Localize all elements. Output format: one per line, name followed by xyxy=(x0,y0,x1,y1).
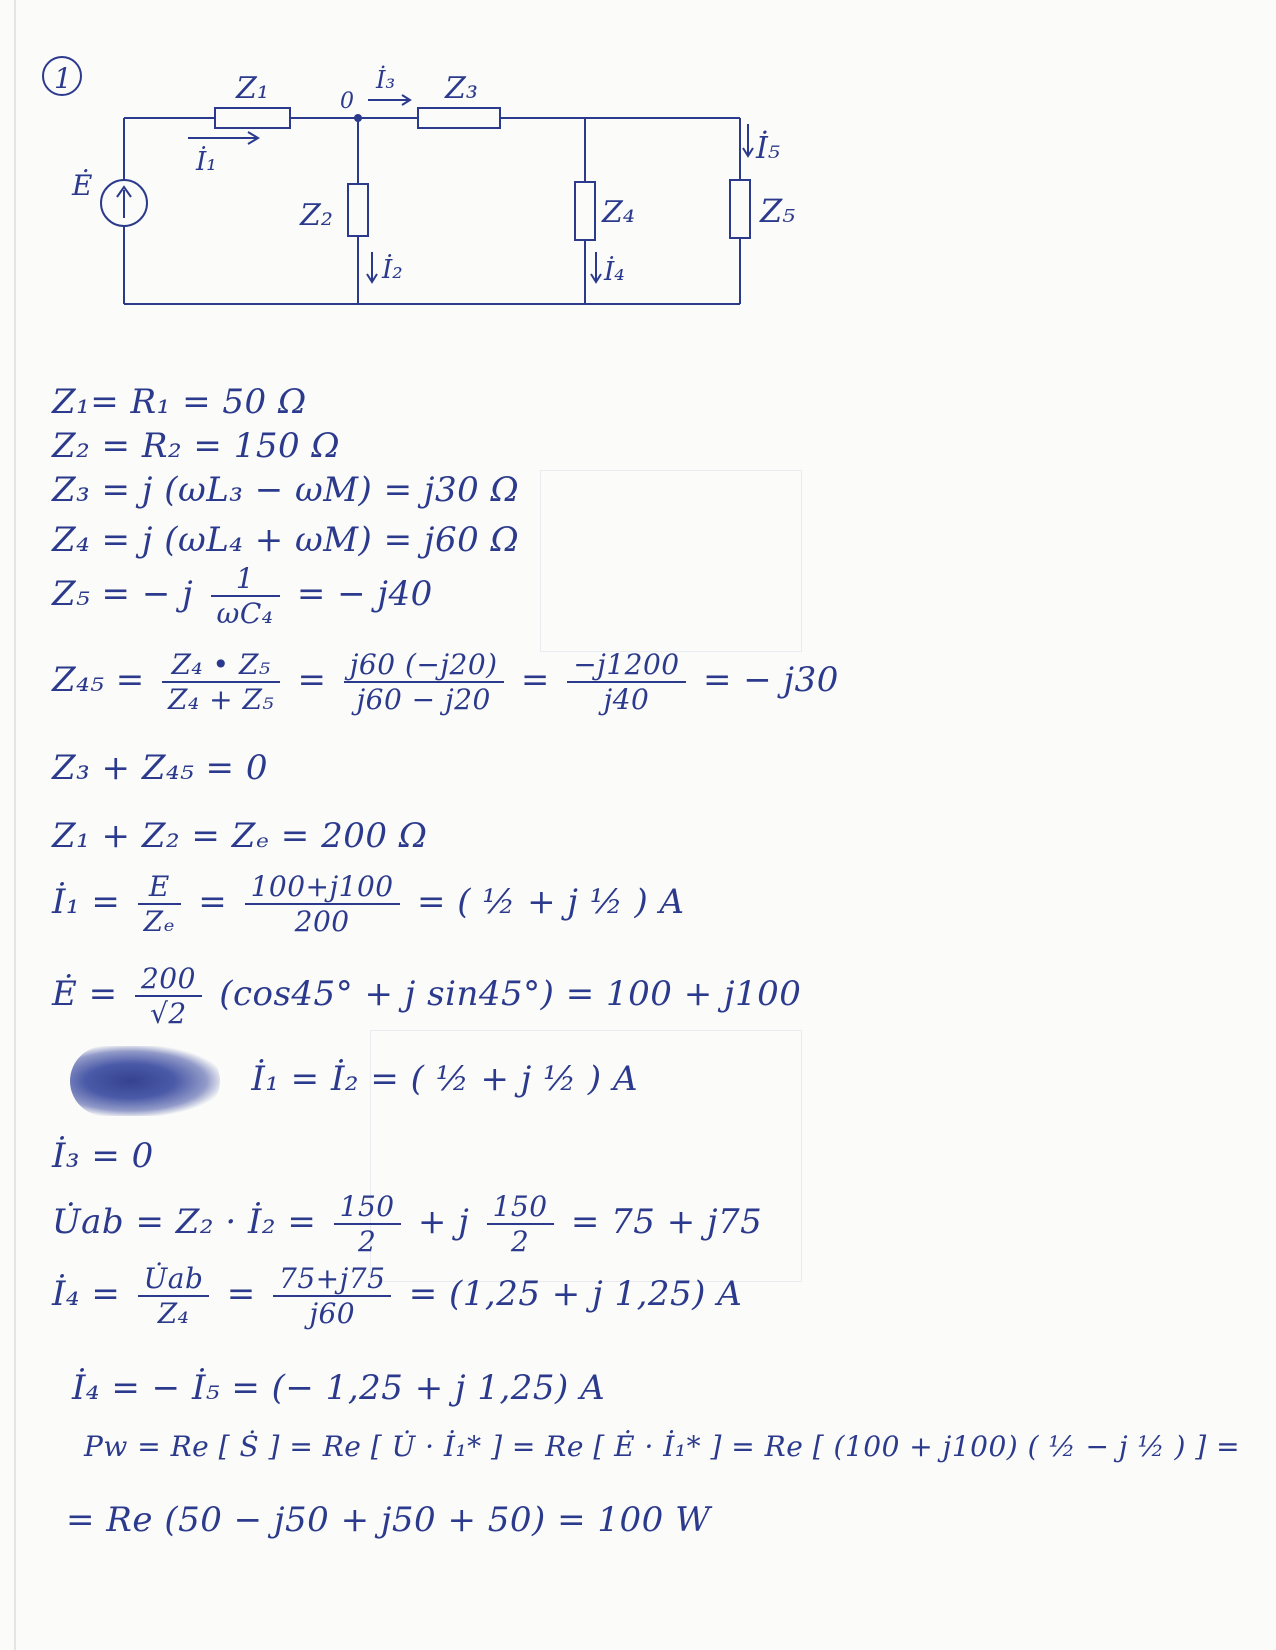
z45-right: = − j30 xyxy=(702,660,839,700)
uab-frac-1-num: 150 xyxy=(334,1190,401,1225)
eq-i3: İ₃ = 0 xyxy=(52,1136,154,1176)
i1-right: = ( ½ + j ½ ) A xyxy=(416,882,685,922)
z4-label: Z₄ xyxy=(602,195,635,230)
z45-frac-2-den: j60 − j20 xyxy=(356,683,491,716)
eq-z4: Z₄ = j (ωL₄ + ωM) = j60 Ω xyxy=(52,520,520,560)
uab-frac-2-num: 150 xyxy=(487,1190,554,1225)
i1-frac-1-den: Zₑ xyxy=(143,905,175,938)
eq-e xyxy=(52,962,801,1030)
eq-uab xyxy=(52,1190,762,1258)
z45-frac-3-num: −j1200 xyxy=(567,648,685,683)
eq-i1-i2 xyxy=(70,1046,638,1116)
z45-frac-3-den: j40 xyxy=(603,683,650,716)
i4-right: = (1,25 + j 1,25) A xyxy=(408,1274,743,1314)
i3-label: İ₃ xyxy=(376,66,396,94)
z45-frac-1-num: Z₄ • Z₅ xyxy=(162,648,280,683)
eq-z45 xyxy=(52,648,839,716)
z45-frac-3 xyxy=(567,648,685,716)
uab-frac-2 xyxy=(487,1190,554,1258)
uab-right: = 75 + j75 xyxy=(570,1202,763,1242)
equals: = xyxy=(297,660,327,700)
problem-number: 1 xyxy=(54,62,72,95)
uab-left: U̇ab = Z₂ · İ₂ = xyxy=(52,1202,317,1242)
z2-box xyxy=(348,184,368,236)
source-label: Ė xyxy=(72,169,93,202)
eq-power: Pw = Re [ Ṡ ] = Re [ U̇ · İ₁* ] = Re [ Ė · İ₁* ] = Re [ (100 + j100) ( ½ − j ½ ) ] = xyxy=(84,1430,1241,1463)
z45-frac-1-den: Z₄ + Z₅ xyxy=(168,683,275,716)
node-dot xyxy=(354,114,362,122)
z2-label: Z₂ xyxy=(300,198,333,233)
z45-frac-1 xyxy=(162,648,280,716)
scribbled-out-text xyxy=(70,1046,220,1116)
z3-label: Z₃ xyxy=(445,71,478,106)
z4-box xyxy=(575,182,595,240)
i4-label: İ₄ xyxy=(604,257,625,287)
i4-frac-2-num: 75+j75 xyxy=(273,1262,391,1297)
z5-label: Z₅ xyxy=(760,192,796,230)
e-fraction xyxy=(135,962,202,1030)
bleed-through-ghost xyxy=(540,470,802,652)
e-den: √2 xyxy=(150,997,187,1030)
i1-label: İ₁ xyxy=(196,147,217,177)
equals: = xyxy=(226,1274,256,1314)
eq-z3: Z₃ = j (ωL₃ − ωM) = j30 Ω xyxy=(52,470,520,510)
i4-frac-1-den: Z₄ xyxy=(157,1297,190,1330)
z5-left: Z₅ = − j xyxy=(52,574,194,614)
i1-frac-2-num: 100+j100 xyxy=(245,870,400,905)
i1-frac-1 xyxy=(138,870,181,938)
equals: = xyxy=(520,660,550,700)
i1-left: İ₁ = xyxy=(52,882,121,922)
z5-box xyxy=(730,180,750,238)
z45-frac-2 xyxy=(344,648,504,716)
uab-mid: + j xyxy=(417,1202,470,1242)
eq-power-result: = Re (50 − j50 + j50 + 50) = 100 W xyxy=(66,1500,711,1540)
z3-box xyxy=(418,108,500,128)
z5-right: = − j40 xyxy=(296,574,433,614)
uab-frac-1 xyxy=(334,1190,401,1258)
i1-i2-text: İ₁ = İ₂ = ( ½ + j ½ ) A xyxy=(251,1059,639,1099)
node-label: 0 xyxy=(340,89,354,114)
equals: = xyxy=(198,882,228,922)
eq-z1: Z₁= R₁ = 50 Ω xyxy=(52,382,307,422)
eq-i4 xyxy=(52,1262,742,1330)
z5-num: 1 xyxy=(211,562,280,597)
eq-ze: Z₁ + Z₂ = Zₑ = 200 Ω xyxy=(52,816,428,856)
z5-den: ωC₄ xyxy=(216,597,274,630)
eq-z2: Z₂ = R₂ = 150 Ω xyxy=(52,426,341,466)
i2-label: İ₂ xyxy=(382,255,403,285)
i1-frac-2 xyxy=(245,870,400,938)
i1-frac-1-num: E xyxy=(138,870,181,905)
i5-label: İ₅ xyxy=(756,131,780,166)
i4-frac-2 xyxy=(273,1262,391,1330)
i1-frac-2-den: 200 xyxy=(294,905,350,938)
i4-frac-1-num: U̇ab xyxy=(138,1262,210,1297)
z5-fraction xyxy=(211,562,280,630)
eq-i4-i5: İ₄ = − İ₅ = (− 1,25 + j 1,25) A xyxy=(72,1368,606,1408)
eq-z5 xyxy=(52,562,433,630)
z45-frac-2-num: j60 (−j20) xyxy=(344,648,504,683)
e-num: 200 xyxy=(135,962,202,997)
z1-box xyxy=(215,108,290,128)
e-right: (cos45° + j sin45°) = 100 + j100 xyxy=(219,974,802,1014)
uab-frac-2-den: 2 xyxy=(510,1225,530,1258)
e-left: Ė = xyxy=(52,974,118,1014)
i4-frac-1 xyxy=(138,1262,210,1330)
z45-left: Z₄₅ = xyxy=(52,660,145,700)
circuit-diagram xyxy=(0,0,1276,340)
i4-frac-2-den: j60 xyxy=(309,1297,356,1330)
eq-i1 xyxy=(52,870,685,938)
z1-label: Z₁ xyxy=(236,71,269,106)
eq-z3-z45: Z₃ + Z₄₅ = 0 xyxy=(52,748,268,788)
i4-left: İ₄ = xyxy=(52,1274,121,1314)
uab-frac-1-den: 2 xyxy=(357,1225,377,1258)
